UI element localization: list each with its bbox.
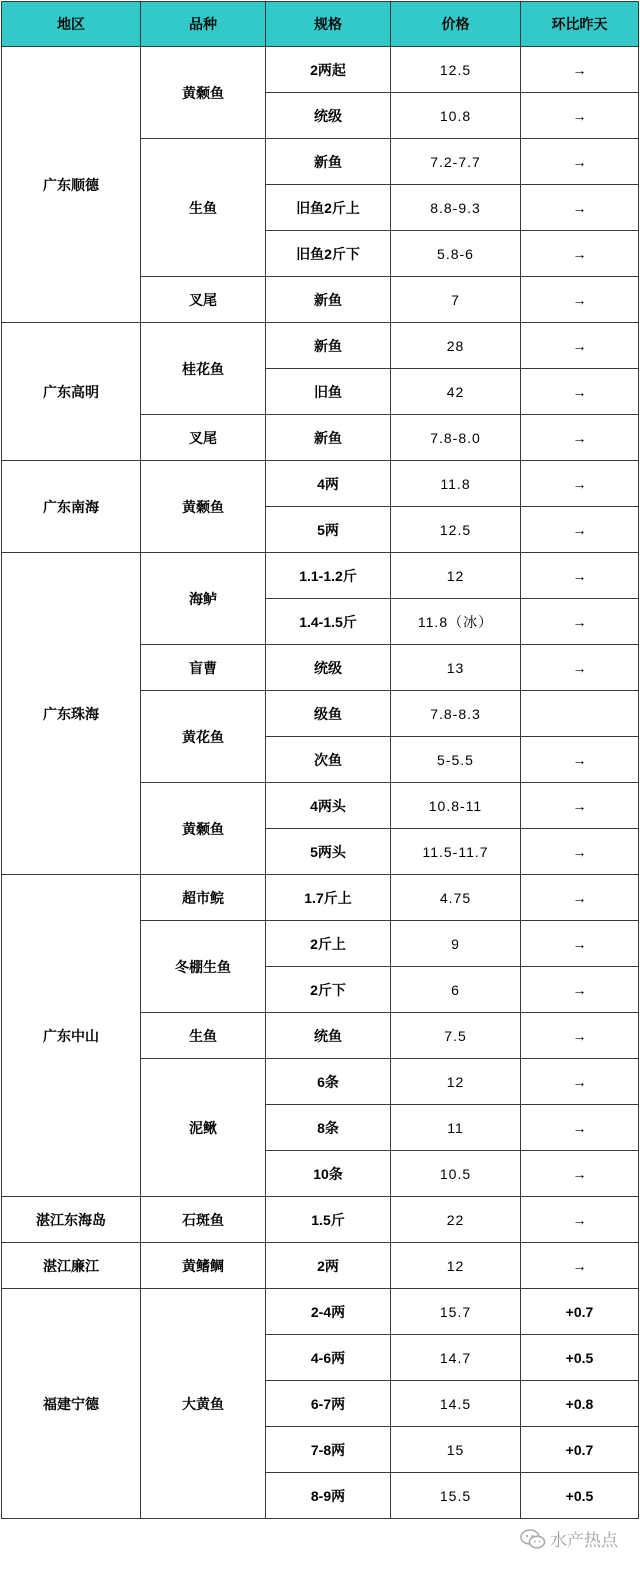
spec-cell: 1.4-1.5斤 [266,599,391,645]
table-row [2,461,639,507]
species-cell: 黄颡鱼 [141,783,266,875]
change-cell: → [521,139,639,185]
change-cell: +0.7 [521,1427,639,1473]
header-change: 环比昨天 [521,2,639,47]
spec-cell: 5两 [266,507,391,553]
species-cell: 叉尾 [141,277,266,323]
price-cell: 12 [391,1059,521,1105]
change-cell: → [521,47,639,93]
region-cell: 广东中山 [2,875,141,1197]
species-cell: 海鲈 [141,553,266,645]
spec-cell: 6-7两 [266,1381,391,1427]
change-cell: → [521,369,639,415]
spec-cell: 5两头 [266,829,391,875]
spec-cell: 2两起 [266,47,391,93]
species-cell: 黄颡鱼 [141,47,266,139]
change-cell: → [521,277,639,323]
species-cell: 桂花鱼 [141,323,266,415]
spec-cell: 1.1-1.2斤 [266,553,391,599]
header-species: 品种 [141,2,266,47]
table-row [2,1243,639,1289]
spec-cell: 6条 [266,1059,391,1105]
change-cell [521,691,639,737]
spec-cell: 2斤上 [266,921,391,967]
price-cell: 9 [391,921,521,967]
spec-cell: 新鱼 [266,415,391,461]
spec-cell: 7-8两 [266,1427,391,1473]
price-table [1,1,639,1519]
species-cell: 黄花鱼 [141,691,266,783]
price-cell: 11.8（冰） [391,599,521,645]
species-cell: 叉尾 [141,415,266,461]
spec-cell: 4两头 [266,783,391,829]
species-cell: 生鱼 [141,139,266,277]
spec-cell: 1.7斤上 [266,875,391,921]
spec-cell: 2-4两 [266,1289,391,1335]
region-cell: 广东珠海 [2,553,141,875]
change-cell: → [521,1243,639,1289]
price-cell: 42 [391,369,521,415]
species-cell: 大黄鱼 [141,1289,266,1519]
change-cell: → [521,875,639,921]
price-cell: 11.5-11.7 [391,829,521,875]
spec-cell: 2两 [266,1243,391,1289]
price-cell: 7.8-8.3 [391,691,521,737]
price-cell: 5-5.5 [391,737,521,783]
price-cell: 13 [391,645,521,691]
change-cell: → [521,1105,639,1151]
header-region: 地区 [2,2,141,47]
change-cell: +0.5 [521,1473,639,1519]
spec-cell: 级鱼 [266,691,391,737]
change-cell: → [521,1151,639,1197]
change-cell: → [521,461,639,507]
region-cell: 广东南海 [2,461,141,553]
header-row [2,2,639,47]
change-cell: → [521,829,639,875]
change-cell: → [521,93,639,139]
table-row [2,1197,639,1243]
change-cell: → [521,599,639,645]
change-cell: +0.7 [521,1289,639,1335]
spec-cell: 旧鱼2斤上 [266,185,391,231]
region-cell: 福建宁德 [2,1289,141,1519]
species-cell: 石斑鱼 [141,1197,266,1243]
change-cell: → [521,415,639,461]
price-cell: 7 [391,277,521,323]
change-cell: → [521,967,639,1013]
price-cell: 14.5 [391,1381,521,1427]
price-cell: 7.5 [391,1013,521,1059]
price-cell: 15.5 [391,1473,521,1519]
table-row [2,1289,639,1335]
price-cell: 7.8-8.0 [391,415,521,461]
spec-cell: 新鱼 [266,277,391,323]
price-cell: 10.8-11 [391,783,521,829]
spec-cell: 4-6两 [266,1335,391,1381]
price-cell: 28 [391,323,521,369]
price-cell: 11.8 [391,461,521,507]
table-row [2,47,639,93]
price-cell: 15.7 [391,1289,521,1335]
price-cell: 5.8-6 [391,231,521,277]
spec-cell: 10条 [266,1151,391,1197]
region-cell: 湛江廉江 [2,1243,141,1289]
spec-cell: 统鱼 [266,1013,391,1059]
change-cell: → [521,1013,639,1059]
change-cell: → [521,507,639,553]
price-cell: 4.75 [391,875,521,921]
price-cell: 11 [391,1105,521,1151]
change-cell: +0.5 [521,1335,639,1381]
wechat-icon [520,1529,546,1549]
change-cell: → [521,783,639,829]
spec-cell: 8-9两 [266,1473,391,1519]
price-cell: 10.8 [391,93,521,139]
spec-cell: 4两 [266,461,391,507]
price-cell: 8.8-9.3 [391,185,521,231]
price-cell: 15 [391,1427,521,1473]
spec-cell: 8条 [266,1105,391,1151]
price-cell: 12 [391,1243,521,1289]
spec-cell: 统级 [266,93,391,139]
change-cell: +0.8 [521,1381,639,1427]
change-cell: → [521,231,639,277]
price-cell: 22 [391,1197,521,1243]
change-cell: → [521,185,639,231]
spec-cell: 2斤下 [266,967,391,1013]
region-cell: 广东顺德 [2,47,141,323]
table-row [2,323,639,369]
change-cell: → [521,921,639,967]
species-cell: 黄鳍鲷 [141,1243,266,1289]
spec-cell: 旧鱼 [266,369,391,415]
region-cell: 广东高明 [2,323,141,461]
watermark-text: 水产热点 [550,1531,618,1550]
header-spec: 规格 [266,2,391,47]
watermark [520,1526,618,1551]
species-cell: 超市鲩 [141,875,266,921]
spec-cell: 1.5斤 [266,1197,391,1243]
spec-cell: 新鱼 [266,139,391,185]
species-cell: 生鱼 [141,1013,266,1059]
change-cell: → [521,553,639,599]
price-cell: 10.5 [391,1151,521,1197]
species-cell: 盲曹 [141,645,266,691]
change-cell: → [521,737,639,783]
species-cell: 冬棚生鱼 [141,921,266,1013]
price-cell: 7.2-7.7 [391,139,521,185]
price-cell: 6 [391,967,521,1013]
table-row [2,875,639,921]
price-cell: 12 [391,553,521,599]
spec-cell: 新鱼 [266,323,391,369]
region-cell: 湛江东海岛 [2,1197,141,1243]
spec-cell: 旧鱼2斤下 [266,231,391,277]
species-cell: 泥鳅 [141,1059,266,1197]
price-cell: 12.5 [391,47,521,93]
change-cell: → [521,645,639,691]
change-cell: → [521,323,639,369]
change-cell: → [521,1197,639,1243]
spec-cell: 统级 [266,645,391,691]
price-cell: 12.5 [391,507,521,553]
change-cell: → [521,1059,639,1105]
spec-cell: 次鱼 [266,737,391,783]
header-price: 价格 [391,2,521,47]
price-cell: 14.7 [391,1335,521,1381]
table-body [2,47,639,1519]
table-row [2,553,639,599]
species-cell: 黄颡鱼 [141,461,266,553]
